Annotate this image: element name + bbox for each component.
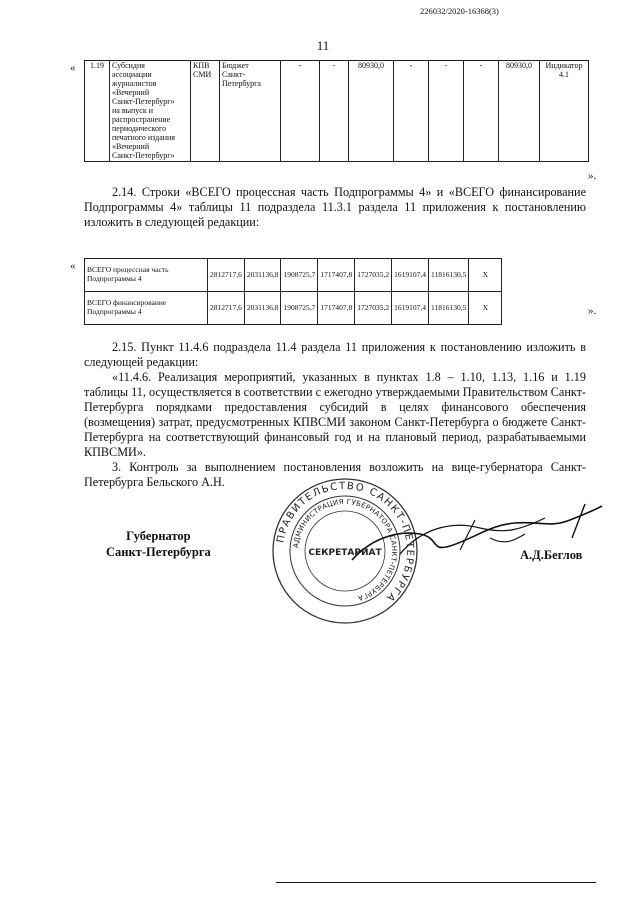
table-row — [85, 61, 589, 162]
table1-open-quote: « — [70, 62, 76, 74]
cell-line: печатного издания — [112, 132, 176, 142]
row-number: 1.19 — [85, 61, 110, 162]
table2 — [84, 258, 502, 325]
mark-cell: Х — [469, 292, 502, 325]
value-cell: - — [429, 61, 464, 162]
paragraph-2-14: 2.14. Строки «ВСЕГО процессная часть Подпрограммы 4» и «ВСЕГО финансирование Подпрограммы 4» таблицы 11 подраздела 11.3.1 раздела 11 приложения к постановлению изложить в следующей редакции: — [84, 185, 586, 229]
value-cell: 2812717,6 — [208, 292, 245, 325]
value-cell: 2031136,8 — [244, 259, 281, 292]
cell-line: Санкт-Петербург» — [112, 150, 175, 160]
value-cell: 11816130,5 — [428, 292, 468, 325]
funding-source-cell — [220, 61, 281, 162]
cell-line: «Вечерний — [112, 141, 150, 151]
cell-line: периодического — [112, 123, 167, 133]
document-number: 226032/2020-16368(3) — [420, 6, 499, 16]
indicator — [542, 62, 586, 80]
value-cell: - — [464, 61, 499, 162]
cell-line: журналистов — [112, 78, 157, 88]
cell-line: Санкт-Петербург» — [112, 96, 175, 106]
bottom-rule — [276, 882, 596, 883]
value-cell: 80930,0 — [499, 61, 540, 162]
cell-line: «Вечерний — [112, 87, 150, 97]
cell-line: на выпуск и — [112, 105, 153, 115]
value-cell: 1717407,8 — [318, 259, 355, 292]
funding-source — [222, 62, 278, 89]
value-cell: - — [320, 61, 349, 162]
row-label: ВСЕГО финансирование Подпрограммы 4 — [85, 292, 208, 325]
value-cell: 1908725,7 — [281, 292, 318, 325]
value-cell: 80930,0 — [349, 61, 394, 162]
paragraph-2-15: 2.15. Пункт 11.4.6 подраздела 11.4 раздела 11 приложения к постановлению изложить в следующей редакции: — [84, 340, 586, 369]
row-label: ВСЕГО процессная часть Подпрограммы 4 — [85, 259, 208, 292]
value-cell: - — [394, 61, 429, 162]
table-row — [85, 292, 502, 325]
paragraph-11-4-6: «11.4.6. Реализация мероприятий, указанных в пунктах 1.8 – 1.10, 1.13, 1.16 и 1.19 таблицы 11, осуществляется в соответствии с ежегодно утверждаемыми Правительством Санкт-Петербурга порядками предоставления субсидий в целях финансового обеспечения (возмещения) затрат, предусмотренных КПВСМИ законом Санкт-Петербурга о бюджете Санкт-Петербурга на соответствующий финансовый год и на плановый период, разрабатываемыми КПВСМИ». — [84, 370, 586, 459]
seal-outer-text: ПРАВИТЕЛЬСТВО САНКТ-ПЕТЕРБУРГА — [275, 480, 416, 604]
cell-line: Санкт- — [222, 69, 246, 79]
mark-cell: Х — [469, 259, 502, 292]
organization — [193, 62, 217, 80]
cell-line: Индикатор — [545, 61, 583, 70]
seal-center-text: СЕКРЕТАРИАТ — [308, 548, 382, 558]
cell-line: 4.1 — [559, 69, 569, 79]
page-number: 11 — [316, 38, 330, 53]
signatory-name: А.Д.Беглов — [520, 548, 583, 562]
value-cell: 11816130,5 — [428, 259, 468, 292]
signatory-title-line2: Санкт-Петербурга — [106, 545, 211, 559]
table1 — [84, 60, 589, 162]
cell-line: Бюджет — [222, 61, 249, 70]
signatory-title-line1: Губернатор — [126, 529, 191, 543]
item-name-cell — [110, 61, 191, 162]
table-row — [85, 259, 502, 292]
cell-line: ассоциации — [112, 69, 152, 79]
cell-line: СМИ — [193, 69, 212, 79]
handwritten-signature — [340, 490, 610, 580]
value-cell: 1908725,7 — [281, 259, 318, 292]
cell-line: КПВ — [193, 61, 210, 70]
organization-cell — [191, 61, 220, 162]
value-cell: 1619107,4 — [392, 292, 429, 325]
value-cell: 1727035,2 — [355, 259, 392, 292]
cell-line: Субсидия — [112, 61, 145, 70]
table2-close-quote: ». — [588, 305, 597, 317]
value-cell: 1717407,8 — [318, 292, 355, 325]
indicator-cell — [540, 61, 589, 162]
seal-inner-text: АДМИНИСТРАЦИЯ ГУБЕРНАТОРА САНКТ-ПЕТЕРБУРГА — [292, 497, 399, 603]
item-name — [112, 62, 188, 160]
table1-close-quote: ». — [588, 170, 597, 182]
value-cell: 2031136,8 — [244, 292, 281, 325]
table2-open-quote: « — [70, 260, 76, 272]
cell-line: Петербурга — [222, 78, 261, 88]
paragraph-3: 3. Контроль за выполнением постановления возложить на вице-губернатора Санкт-Петербурга Бельского А.Н. — [84, 460, 586, 489]
cell-line: распространение — [112, 114, 171, 124]
value-cell: - — [281, 61, 320, 162]
signatory-title — [106, 528, 211, 560]
value-cell: 1727035,2 — [355, 292, 392, 325]
value-cell: 2812717,6 — [208, 259, 245, 292]
value-cell: 1619107,4 — [392, 259, 429, 292]
